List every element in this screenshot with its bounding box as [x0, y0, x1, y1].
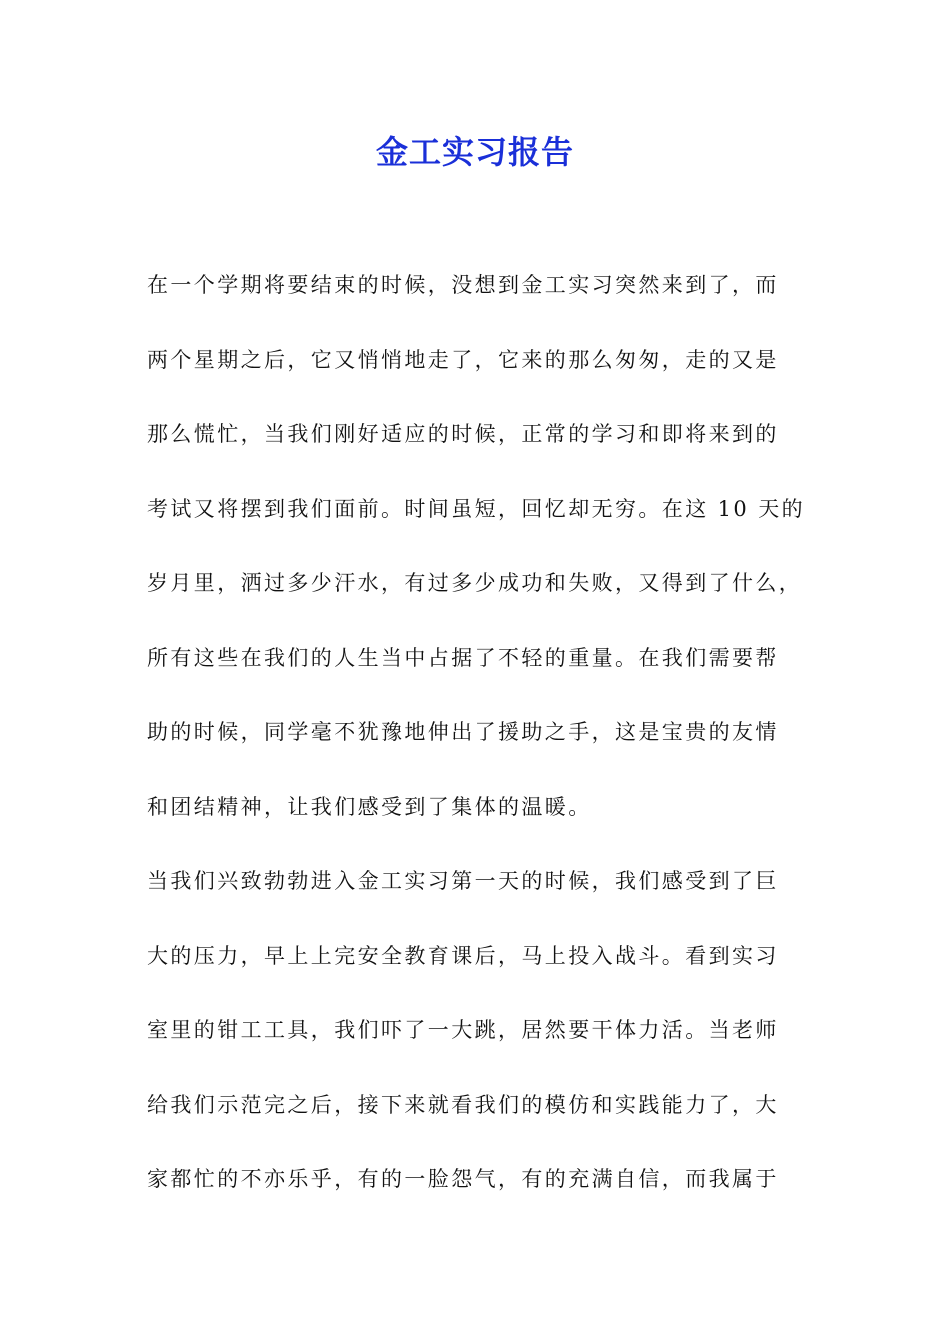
text-line: 在一个学期将要结束的时候，没想到金工实习突然来到了，而	[147, 273, 779, 297]
text-line: 所有这些在我们的人生当中占据了不轻的重量。在我们需要帮	[147, 645, 779, 670]
text-line: 和团结精神，让我们感受到了集体的温暖。	[147, 794, 592, 819]
text-line: 两个星期之后，它又悄悄地走了，它来的那么匆匆，走的又是	[147, 347, 779, 372]
text-line: 助的时候，同学毫不犹豫地伸出了援助之手，这是宝贵的友情	[147, 720, 779, 744]
text-line: 给我们示范完之后，接下来就看我们的模仿和实践能力了，大	[147, 1092, 779, 1117]
text-line: 家都忙的不亦乐乎，有的一脸怨气，有的充满自信，而我属于	[147, 1167, 779, 1191]
text-line: 当我们兴致勃勃进入金工实习第一天的时候，我们感受到了巨	[147, 869, 779, 893]
text-line: 那么慌忙，当我们刚好适应的时候，正常的学习和即将来到的	[147, 422, 779, 446]
text-line: 室里的钳工工具，我们吓了一大跳，居然要干体力活。当老师	[147, 1018, 779, 1042]
text-line: 岁月里，洒过多少汗水，有过多少成功和失败，又得到了什么，	[147, 571, 803, 595]
document-body	[147, 263, 827, 1232]
document-title: 金工实习报告	[375, 133, 574, 171]
text-line: 考试又将摆到我们面前。时间虽短，回忆却无穷。在这 10 天的	[147, 496, 806, 521]
text-line: 大的压力，早上上完安全教育课后，马上投入战斗。看到实习	[147, 943, 779, 968]
